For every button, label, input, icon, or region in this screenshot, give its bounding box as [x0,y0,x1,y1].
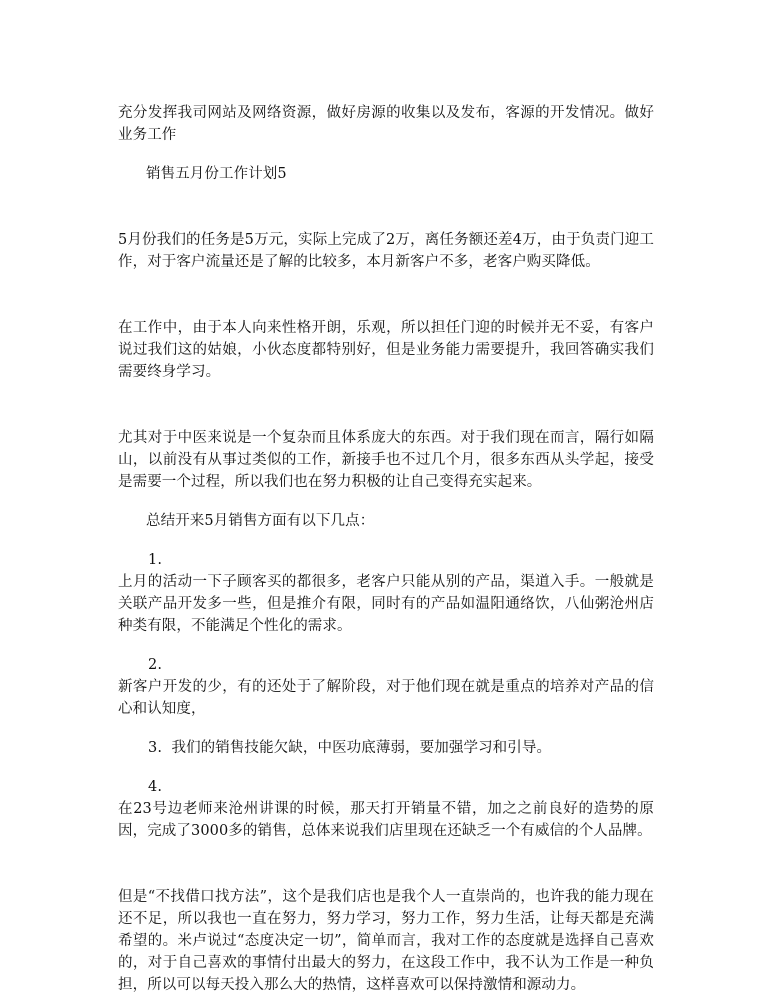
point-item-3 [118,737,654,759]
point-number: 4. [148,779,163,795]
point-text: 上月的活动一下子顾客买的都很多，老客户只能从别的产品，渠道入手。一般就是关联产品开发多一些，但是推介有限，同时有的产品如温阳通络饮，八仙粥沧州店种类有限，不能满足个性化的需求。 [118,574,654,634]
point-text: 新客户开发的少，有的还处于了解阶段，对于他们现在就是重点的培养对产品的信心和认知度， [118,679,654,717]
point-number: 1. [148,552,163,568]
paragraph-learning: 尤其对于中医来说是一个复杂而且体系庞大的东西。对于我们现在而言，隔行如隔山，以前没有从事过类似的工作，新接手也不过几个月，很多东西从头学起，接受是需要一个过程，所以我们也在努力积极的让自己变得充实起来。 [118,430,654,490]
point-text: 我们的销售技能欠缺，中医功底薄弱，要加强学习和引导。 [171,740,552,756]
paragraph-tasks: 5月份我们的任务是5万元，实际上完成了2万，离任务额还差4万，由于负责门迎工作，对于客户流量还是了解的比较多，本月新客户不多，老客户购买降低。 [118,232,654,270]
point-number: 2. [148,657,163,673]
point-text: 在23号边老师来沧州讲课的时候，那天打开销量不错，加之之前良好的造势的原因，完成了3000多的销售，总体来说我们店里现在还缺乏一个有威信的个人品牌。 [118,801,654,839]
section-title: 销售五月份工作计划5 [146,166,287,182]
intro-paragraph: 充分发挥我司网站及网络资源，做好房源的收集以及发布，客源的开发情况。做好业务工作 [118,105,654,143]
paragraph-work-attitude: 在工作中，由于本人向来性格开朗，乐观，所以担任门迎的时候并无不妥，有客户说过我们这的姑娘，小伙态度都特别好，但是业务能力需要提升，我回答确实我们需要终身学习。 [118,320,654,380]
document-body [118,102,654,996]
summary-heading: 总结开来5月销售方面有以下几点： [146,513,375,529]
closing-paragraph: 但是“不找借口找方法”，这个是我们店也是我个人一直崇尚的，也许我的能力现在还不足，所以我也一直在努力，努力学习，努力工作，努力生活，让每天都是充满希望的。米卢说过“态度决定一切”，简单而言，我对工作的态度就是选择自己喜欢的，对于自己喜欢的事情付出最大的努力，在这段工作中，我不认为工作是一种负担，所以可以每天投入那么大的热情，这样喜欢可以保持激情和源动力。 [118,889,654,993]
point-number: 3. [148,740,163,756]
